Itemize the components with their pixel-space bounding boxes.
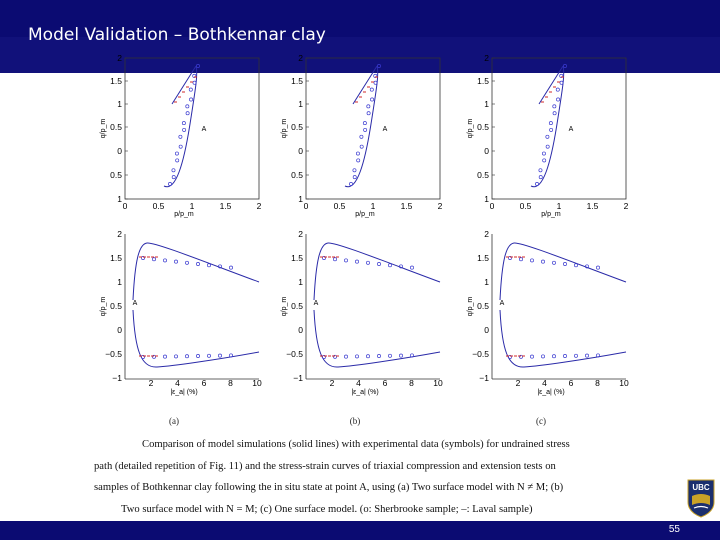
y-tick-label: 2 xyxy=(117,229,122,239)
y-axis-label: q/p_m xyxy=(281,118,288,139)
sherbrooke-point xyxy=(543,159,546,162)
sherbrooke-point xyxy=(388,354,391,357)
sherbrooke-point xyxy=(189,98,192,101)
sherbrooke-point xyxy=(519,258,522,261)
x-tick-label: 6 xyxy=(201,378,207,388)
x-tick-label: 4 xyxy=(175,378,180,388)
sherbrooke-point xyxy=(367,105,370,108)
y-tick-label: 0.5 xyxy=(110,301,122,311)
sherbrooke-point xyxy=(172,169,175,172)
point-a-label: A xyxy=(568,126,574,133)
sherbrooke-point xyxy=(174,260,177,263)
x-tick-label: 2 xyxy=(623,201,629,211)
simulation-curve xyxy=(164,66,197,187)
sherbrooke-point xyxy=(539,176,542,179)
sherbrooke-point xyxy=(366,261,369,264)
compression-curve xyxy=(314,243,440,300)
x-axis-label: p/p_m xyxy=(541,211,561,218)
sherbrooke-point xyxy=(552,261,555,264)
sherbrooke-point xyxy=(207,264,210,267)
y-tick-label: −1 xyxy=(293,373,303,383)
sherbrooke-point xyxy=(349,182,352,185)
y-tick-label: 0 xyxy=(484,146,489,156)
sherbrooke-point xyxy=(360,145,363,148)
simulation-curve xyxy=(531,66,564,187)
y-tick-label: −0.5 xyxy=(472,349,489,359)
x-tick-label: 0.5 xyxy=(519,201,532,211)
x-tick-label: 2 xyxy=(148,378,154,388)
stress-path-frame xyxy=(306,58,440,199)
y-tick-label: 1.5 xyxy=(291,253,303,263)
sherbrooke-point xyxy=(399,354,402,357)
bottom-bar xyxy=(0,521,720,540)
sherbrooke-point xyxy=(186,105,189,108)
x-axis-label: |ε_a| (%) xyxy=(537,389,565,396)
x-tick-label: 6 xyxy=(382,378,388,388)
sherbrooke-point xyxy=(377,262,380,265)
sherbrooke-point xyxy=(530,259,533,262)
y-tick-label: 2 xyxy=(484,54,489,63)
y-axis-label: q/p_m xyxy=(281,296,288,317)
y-tick-label: −0.5 xyxy=(105,349,122,359)
sherbrooke-point xyxy=(196,262,199,265)
y-tick-label: 1 xyxy=(484,99,489,109)
sherbrooke-point xyxy=(549,121,552,124)
compression-curve xyxy=(133,243,259,300)
panel-label: (a) xyxy=(169,416,179,426)
panel-label: (b) xyxy=(349,416,361,426)
sherbrooke-point xyxy=(183,128,186,131)
sherbrooke-point xyxy=(556,88,559,91)
y-axis-label: q/p_m xyxy=(100,118,107,139)
y-tick-label: 0 xyxy=(298,325,303,335)
sherbrooke-point xyxy=(541,355,544,358)
sherbrooke-point xyxy=(585,354,588,357)
y-tick-label: −1 xyxy=(112,373,122,383)
sherbrooke-point xyxy=(563,262,566,265)
sherbrooke-point xyxy=(353,169,356,172)
y-tick-label: 0 xyxy=(484,325,489,335)
sherbrooke-point xyxy=(174,355,177,358)
sherbrooke-point xyxy=(168,182,171,185)
x-axis-label: |ε_a| (%) xyxy=(351,389,379,396)
sherbrooke-point xyxy=(185,261,188,264)
point-a-label: A xyxy=(132,300,138,307)
x-tick-label: 6 xyxy=(568,378,574,388)
sherbrooke-point xyxy=(207,354,210,357)
sherbrooke-point xyxy=(556,98,559,101)
logo-text: UBC xyxy=(692,483,710,492)
sherbrooke-point xyxy=(176,159,179,162)
x-axis-label: p/p_m xyxy=(174,211,194,218)
sherbrooke-point xyxy=(563,354,566,357)
x-tick-label: 0.5 xyxy=(333,201,346,211)
y-tick-label: 1 xyxy=(484,194,489,204)
y-tick-label: 2 xyxy=(298,229,303,239)
sherbrooke-point xyxy=(152,258,155,261)
y-tick-label: 1 xyxy=(484,277,489,287)
sherbrooke-point xyxy=(377,64,380,67)
sherbrooke-point xyxy=(175,152,178,155)
y-tick-label: 1.5 xyxy=(110,76,122,86)
stress-path-frame xyxy=(492,58,626,199)
figure xyxy=(0,54,720,434)
sherbrooke-point xyxy=(410,266,413,269)
y-tick-label: 0.5 xyxy=(477,122,489,132)
page-number: 55 xyxy=(668,524,680,535)
y-tick-label: −1 xyxy=(479,373,489,383)
sherbrooke-point xyxy=(364,128,367,131)
x-tick-label: 0 xyxy=(122,201,128,211)
sherbrooke-point xyxy=(574,264,577,267)
sherbrooke-point xyxy=(344,355,347,358)
y-tick-label: 1 xyxy=(117,194,122,204)
sherbrooke-point xyxy=(360,135,363,138)
x-tick-label: 0 xyxy=(303,201,309,211)
sherbrooke-point xyxy=(546,145,549,148)
y-tick-label: 1.5 xyxy=(477,76,489,86)
point-a-label: A xyxy=(313,300,319,307)
x-tick-label: 2 xyxy=(256,201,262,211)
caption-line-1: Comparison of model simulations (solid lines) with experimental data (symbols) for undrained stress xyxy=(142,439,570,450)
sherbrooke-point xyxy=(196,64,199,67)
sherbrooke-point xyxy=(553,112,556,115)
sherbrooke-point xyxy=(366,355,369,358)
x-tick-label: 1.5 xyxy=(586,201,599,211)
y-tick-label: −0.5 xyxy=(286,349,303,359)
x-tick-label: 2 xyxy=(329,378,335,388)
sherbrooke-point xyxy=(388,264,391,267)
y-tick-label: 1 xyxy=(298,277,303,287)
sherbrooke-point xyxy=(179,145,182,148)
extension-curve xyxy=(500,310,626,367)
sherbrooke-point xyxy=(163,259,166,262)
x-axis-label: |ε_a| (%) xyxy=(170,389,198,396)
slide-title: Model Validation – Bothkennar clay xyxy=(28,25,326,45)
sherbrooke-point xyxy=(355,260,358,263)
sherbrooke-point xyxy=(182,121,185,124)
sherbrooke-point xyxy=(353,176,356,179)
sherbrooke-point xyxy=(552,355,555,358)
y-axis-label: q/p_m xyxy=(467,296,474,317)
y-tick-label: 0.5 xyxy=(477,170,489,180)
y-tick-label: 0 xyxy=(298,146,303,156)
sherbrooke-point xyxy=(541,260,544,263)
sherbrooke-point xyxy=(196,354,199,357)
caption-line-4: Two surface model with N = M; (c) One surface model. (o: Sherbrooke sample; –: Laval sample) xyxy=(121,503,533,515)
y-tick-label: 0.5 xyxy=(110,122,122,132)
point-a-label: A xyxy=(201,126,207,133)
x-tick-label: 8 xyxy=(409,378,414,388)
point-a-label: A xyxy=(499,300,505,307)
x-tick-label: 10 xyxy=(433,378,443,388)
x-tick-label: 4 xyxy=(356,378,361,388)
figure-caption xyxy=(94,434,646,520)
x-tick-label: 2 xyxy=(437,201,443,211)
x-tick-label: 0.5 xyxy=(152,201,165,211)
sherbrooke-point xyxy=(563,64,566,67)
sherbrooke-point xyxy=(218,354,221,357)
sherbrooke-point xyxy=(530,355,533,358)
x-tick-label: 0 xyxy=(489,201,495,211)
sherbrooke-point xyxy=(179,135,182,138)
x-tick-label: 1 xyxy=(189,201,195,211)
y-tick-label: 2 xyxy=(117,54,122,63)
y-tick-label: 0.5 xyxy=(291,122,303,132)
y-tick-label: 0.5 xyxy=(477,301,489,311)
x-tick-label: 1 xyxy=(556,201,562,211)
sherbrooke-point xyxy=(344,259,347,262)
y-tick-label: 0.5 xyxy=(110,170,122,180)
sherbrooke-point xyxy=(546,135,549,138)
y-tick-label: 1 xyxy=(117,99,122,109)
y-tick-label: 2 xyxy=(484,229,489,239)
caption-line-2: path (detailed repetition of Fig. 11) and the stress-strain curves of triaxial compression and extension tests on xyxy=(94,460,556,472)
y-tick-label: 1 xyxy=(298,194,303,204)
x-tick-label: 2 xyxy=(515,378,521,388)
sherbrooke-point xyxy=(370,98,373,101)
y-tick-label: 0.5 xyxy=(291,301,303,311)
caption-line-3: samples of Bothkennar clay following the in situ state at point A, using (a) Two surface model with N ≠ M; (b) xyxy=(94,482,564,493)
sherbrooke-point xyxy=(172,176,175,179)
sherbrooke-point xyxy=(357,159,360,162)
x-tick-label: 4 xyxy=(542,378,547,388)
y-tick-label: 1 xyxy=(117,277,122,287)
sherbrooke-point xyxy=(356,152,359,155)
extension-curve xyxy=(133,310,259,367)
sherbrooke-point xyxy=(370,88,373,91)
panel-label: (c) xyxy=(536,416,546,426)
sherbrooke-point xyxy=(539,169,542,172)
sherbrooke-point xyxy=(186,112,189,115)
sherbrooke-point xyxy=(229,266,232,269)
y-tick-label: 1.5 xyxy=(291,76,303,86)
ubc-logo xyxy=(686,478,716,518)
sherbrooke-point xyxy=(574,354,577,357)
extension-curve xyxy=(314,310,440,367)
sherbrooke-point xyxy=(355,355,358,358)
y-axis-label: q/p_m xyxy=(100,296,107,317)
y-axis-label: q/p_m xyxy=(467,118,474,139)
y-tick-label: 0.5 xyxy=(291,170,303,180)
sherbrooke-point xyxy=(542,152,545,155)
x-tick-label: 8 xyxy=(595,378,600,388)
sherbrooke-point xyxy=(367,112,370,115)
stress-path-frame xyxy=(125,58,259,199)
sherbrooke-point xyxy=(189,88,192,91)
sherbrooke-point xyxy=(553,105,556,108)
y-tick-label: 1.5 xyxy=(477,253,489,263)
x-tick-label: 10 xyxy=(252,378,262,388)
y-tick-label: 1 xyxy=(298,99,303,109)
x-axis-label: p/p_m xyxy=(355,211,375,218)
y-tick-label: 1.5 xyxy=(110,253,122,263)
simulation-curve xyxy=(345,66,378,187)
x-tick-label: 10 xyxy=(619,378,629,388)
sherbrooke-point xyxy=(535,182,538,185)
sherbrooke-point xyxy=(596,266,599,269)
sherbrooke-point xyxy=(377,354,380,357)
x-tick-label: 1 xyxy=(370,201,376,211)
y-tick-label: 0 xyxy=(117,325,122,335)
y-tick-label: 2 xyxy=(298,54,303,63)
compression-curve xyxy=(500,243,626,300)
x-tick-label: 1.5 xyxy=(219,201,232,211)
x-tick-label: 1.5 xyxy=(400,201,413,211)
x-tick-label: 8 xyxy=(228,378,233,388)
sherbrooke-point xyxy=(363,121,366,124)
sherbrooke-point xyxy=(333,258,336,261)
sherbrooke-point xyxy=(163,355,166,358)
sherbrooke-point xyxy=(550,128,553,131)
y-tick-label: 0 xyxy=(117,146,122,156)
sherbrooke-point xyxy=(185,355,188,358)
point-a-label: A xyxy=(382,126,388,133)
